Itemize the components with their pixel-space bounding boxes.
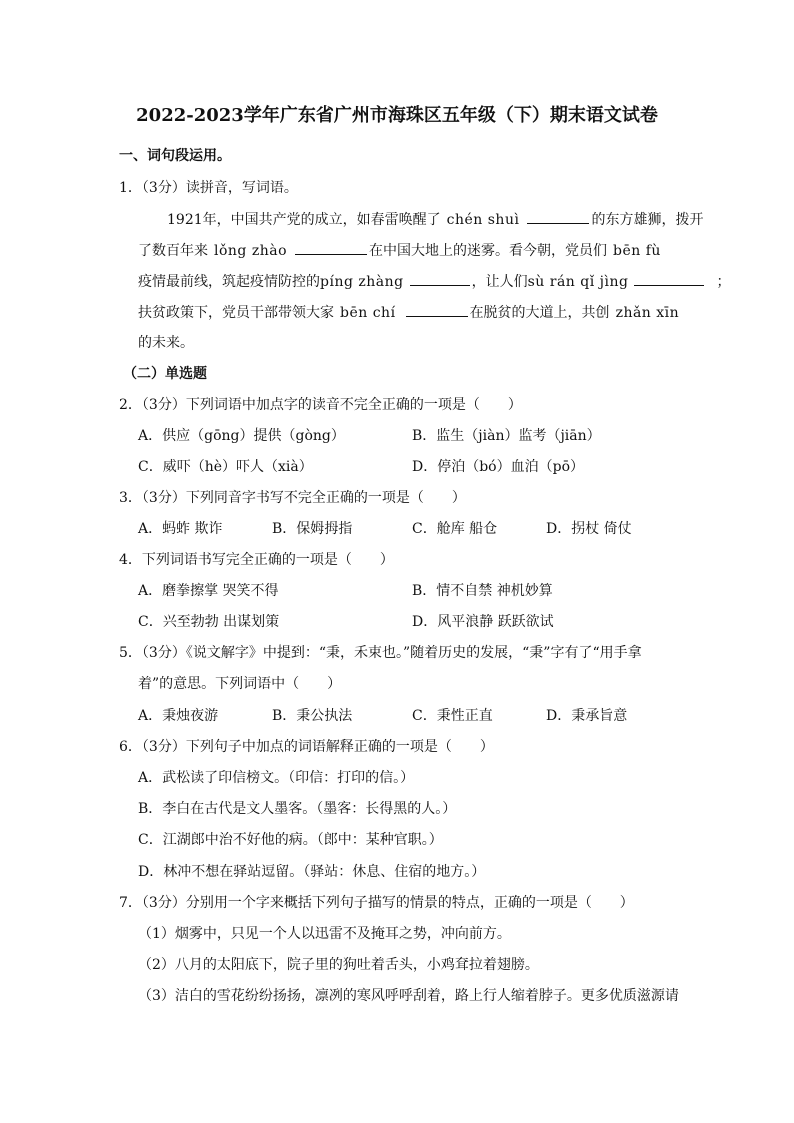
pinyin-zhan-xin: zhǎn xīn: [615, 305, 680, 321]
q1-text: 在中国大地上的迷雾。看今朝，党员们: [369, 243, 608, 259]
q2-option-b[interactable]: B．监生（jiàn）监考（jiān）: [412, 428, 601, 444]
q1-text: 疫情最前线，筑起疫情防控的: [138, 274, 320, 290]
pinyin-ping-zhang: píng zhàng: [320, 274, 404, 290]
q5-stem-line-2: 着”的意思。下列词语中（ ）: [138, 676, 342, 692]
q1-text: 在脱贫的大道上，共创: [469, 305, 610, 321]
q4-option-d[interactable]: D．风平浪静 跃跃欲试: [412, 614, 554, 630]
q6-stem: 6．（3分）下列句子中加点的词语解释正确的一项是（ ）: [119, 739, 494, 755]
q5-stem-line-1: 5．（3分）《说文解字》中提到：“秉，禾束也。”随着历史的发展，“秉”字有了“用手拿: [119, 645, 642, 661]
pinyin-chen-shui: chén shuì: [446, 212, 520, 228]
q4-option-a[interactable]: A．磨拳擦掌 哭笑不得: [138, 583, 279, 599]
section-heading-2: （二）单选题: [123, 366, 207, 382]
q1-text: 1921年，中国共产党的成立，如春雷唤醒了: [167, 212, 441, 228]
q2-stem: 2．（3分）下列词语中加点字的读音不完全正确的一项是（ ）: [119, 397, 522, 413]
q7-sentence-2: （2）八月的太阳底下，院子里的狗吐着舌头，小鸡耷拉着翅膀。: [138, 957, 539, 973]
q3-option-c[interactable]: C．舱库 船仓: [412, 521, 498, 537]
q5-option-c[interactable]: C．秉性正直: [412, 708, 493, 724]
q6-option-b[interactable]: B．李白在古代是文人墨客。（墨客：长得黑的人。）: [138, 801, 457, 817]
q4-option-c[interactable]: C．兴至勃勃 出谋划策: [138, 614, 280, 630]
page-title: 2022-2023学年广东省广州市海珠区五年级（下）期末语文试卷: [136, 105, 658, 126]
q2-option-c[interactable]: C．威吓（hè）吓人（xià）: [138, 459, 313, 475]
q4-stem: 4．下列词语书写完全正确的一项是（ ）: [119, 552, 394, 568]
answer-blank-4[interactable]: [634, 271, 704, 286]
q7-sentence-3: （3）洁白的雪花纷纷扬扬，凛冽的寒风呼呼刮着，路上行人缩着脖子。更多优质滋源请: [138, 988, 679, 1004]
answer-blank-2[interactable]: [295, 240, 367, 255]
section-heading-1: 一、词句段运用。: [119, 148, 231, 164]
q2-option-a[interactable]: A．供应（gōng）提供（gòng）: [138, 428, 345, 444]
q1-text: ；: [716, 274, 731, 290]
q1-line-3: [138, 271, 730, 292]
q6-option-d[interactable]: D．林冲不想在驿站逗留。（驿站：休息、住宿的地方。）: [138, 864, 486, 880]
pinyin-long-zhao: lǒng zhào: [214, 243, 288, 259]
q1-text: 了数百年来: [138, 243, 208, 259]
q1-line-4: [138, 302, 679, 323]
q1-line-2: [138, 240, 661, 261]
q3-option-b[interactable]: B．保姆拇指: [272, 521, 353, 537]
q5-option-d[interactable]: D．秉承旨意: [546, 708, 628, 724]
q1-line-5: 的未来。: [138, 335, 194, 351]
q1-line-1: [167, 209, 703, 230]
answer-blank-1[interactable]: [527, 209, 589, 224]
q5-option-b[interactable]: B．秉公执法: [272, 708, 353, 724]
q4-option-b[interactable]: B．情不自禁 神机妙算: [412, 583, 553, 599]
q6-option-c[interactable]: C．江湖郎中治不好他的病。（郎中：某种官职。）: [138, 832, 443, 848]
q1-text: 扶贫政策下，党员干部带领大家: [138, 305, 334, 321]
q3-stem: 3．（3分）下列同音字书写不完全正确的一项是（ ）: [119, 490, 466, 506]
q3-option-d[interactable]: D．拐杖 倚仗: [546, 521, 632, 537]
pinyin-su-ran-qi-jing: sù rán qǐ jìng: [527, 274, 629, 290]
q1-text: 的东方雄狮，拨开: [591, 212, 704, 228]
q1-text: ，让人们: [471, 274, 528, 290]
answer-blank-5[interactable]: [406, 302, 468, 317]
q1-stem: 1．（3分）读拼音，写词语。: [119, 180, 298, 196]
q3-option-a[interactable]: A．蚂蚱 欺诈: [138, 521, 223, 537]
q7-stem: 7．（3分）分别用一个字来概括下列句子描写的情景的特点，正确的一项是（ ）: [119, 895, 634, 911]
q6-option-a[interactable]: A．武松读了印信榜文。（印信：打印的信。）: [138, 770, 415, 786]
pinyin-ben-chi: bēn chí: [340, 305, 396, 321]
q7-sentence-1: （1）烟雾中，只见一个人以迅雷不及掩耳之势，冲向前方。: [138, 926, 511, 942]
q2-option-d[interactable]: D．停泊（bó）血泊（pō）: [412, 459, 585, 475]
answer-blank-3[interactable]: [410, 271, 470, 286]
pinyin-ben-fu: bēn fù: [613, 243, 661, 259]
q5-option-a[interactable]: A．秉烛夜游: [138, 708, 219, 724]
